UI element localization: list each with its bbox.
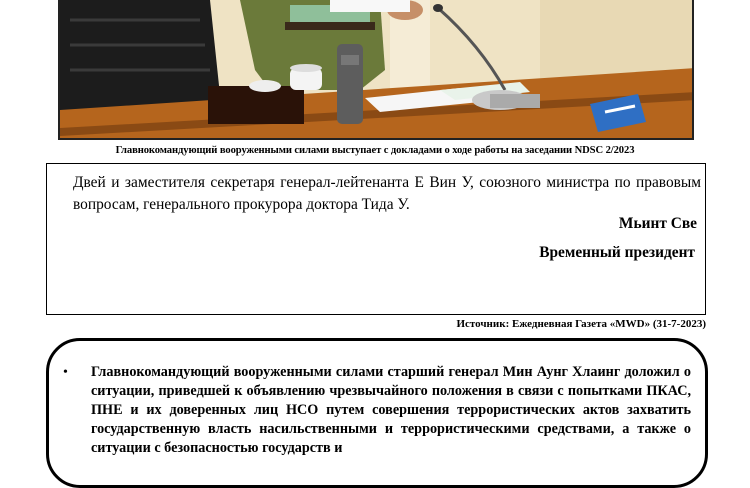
meeting-photo	[58, 0, 694, 140]
photo-tissue-box	[208, 86, 304, 124]
signature-name: Мьинт Све	[618, 215, 697, 232]
letter-paragraph: Двей и заместителя секретаря генерал-лейтенанта Е Вин У, союзного министра по правовым вопросам, генерального прокурора доктора Тида У.	[73, 174, 701, 213]
source-citation: Источник: Ежедневная Газета «MWD» (31-7-2023)	[456, 318, 706, 330]
list-item	[63, 363, 703, 458]
summary-box	[46, 338, 708, 488]
letter-box	[46, 163, 706, 315]
bullet-icon: •	[63, 365, 68, 380]
signature-title: Временный президент	[539, 244, 695, 261]
photo-caption: Главнокомандующий вооруженными силами выступает с докладами о ходе работы на заседании NDSC 2/2023	[115, 145, 635, 156]
summary-bullet-text: Главнокомандующий вооруженными силами старший генерал Мин Аунг Хлаинг доложил о ситуации, приведшей к объявлению чрезвычайного положения в связи с попытками ПКАС, ПНЕ и их доверенных лиц НСО путем совершения террористических актов захватить государственную власть насильственными и террористическими средствами, а также о ситуации с безопасностью государств и	[91, 364, 691, 456]
